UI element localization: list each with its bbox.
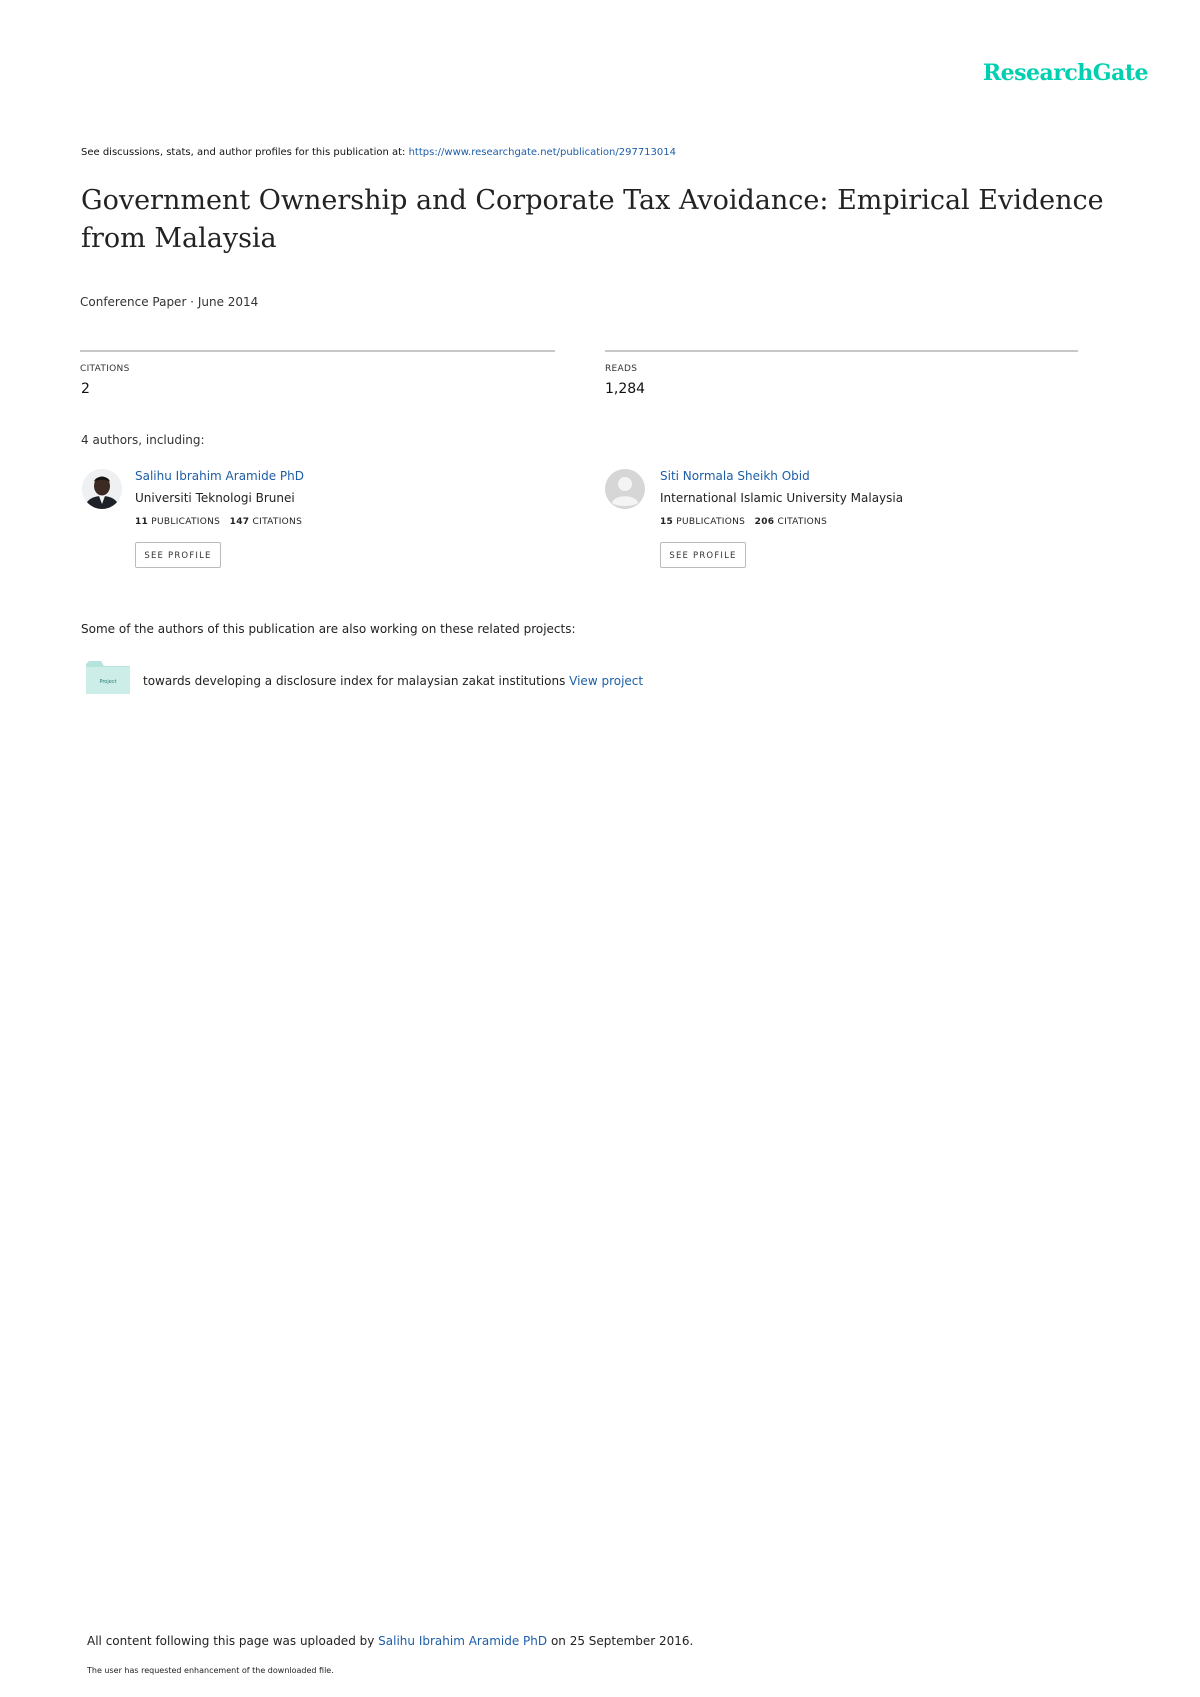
- project-folder-icon: [86, 660, 130, 694]
- author-institution: International Islamic University Malaysia: [660, 491, 904, 505]
- author-avatar[interactable]: [605, 469, 645, 509]
- author-publications-count: 11: [135, 517, 149, 527]
- publication-url-link[interactable]: https://www.researchgate.net/publication/297713014: [408, 147, 676, 158]
- citations-divider: [80, 350, 555, 352]
- author-publications-label: PUBLICATIONS: [676, 517, 746, 527]
- publication-title: Government Ownership and Corporate Tax Avoidance: Empirical Evidence from Malaysia: [81, 185, 1104, 254]
- reads-value: 1,284: [605, 381, 646, 397]
- author-citations-label: CITATIONS: [777, 517, 828, 527]
- author-publications-label: PUBLICATIONS: [151, 517, 221, 527]
- default-avatar-icon: [605, 469, 645, 509]
- authors-heading: 4 authors, including:: [81, 433, 205, 447]
- top-note: [81, 147, 676, 158]
- upload-suffix: on 25 September 2016.: [547, 1634, 694, 1648]
- upload-prefix: All content following this page was uploaded by: [87, 1634, 379, 1648]
- author-institution: Universiti Teknologi Brunei: [135, 491, 295, 505]
- author-publications-count: 15: [660, 517, 674, 527]
- projects-heading: Some of the authors of this publication are also working on these related projects:: [81, 622, 576, 636]
- author-name-link[interactable]: Siti Normala Sheikh Obid: [660, 469, 810, 483]
- researchgate-logo[interactable]: ResearchGate: [982, 60, 1148, 86]
- citations-value: 2: [81, 381, 90, 397]
- reads-label: READS: [605, 364, 638, 374]
- see-profile-button[interactable]: SEE PROFILE: [660, 542, 746, 568]
- citations-label: CITATIONS: [80, 364, 130, 374]
- project-icon-label: Project: [99, 679, 117, 685]
- author-citations-count: 147: [229, 517, 250, 527]
- author-photo-icon: [82, 469, 122, 509]
- view-project-link[interactable]: View project: [569, 674, 644, 688]
- upload-note: [87, 1634, 693, 1648]
- author-stats: [135, 517, 302, 527]
- project-item: [143, 674, 643, 688]
- project-title: towards developing a disclosure index for malaysian zakat institutions: [143, 674, 570, 688]
- reads-divider: [605, 350, 1078, 352]
- author-avatar[interactable]: [82, 469, 122, 509]
- uploader-link[interactable]: Salihu Ibrahim Aramide PhD: [378, 1634, 548, 1648]
- author-citations-count: 206: [754, 517, 775, 527]
- top-note-text: See discussions, stats, and author profiles for this publication at:: [81, 147, 409, 158]
- author-stats: [660, 517, 827, 527]
- author-name-link[interactable]: Salihu Ibrahim Aramide PhD: [135, 469, 304, 483]
- author-citations-label: CITATIONS: [252, 517, 303, 527]
- publication-type-date: Conference Paper · June 2014: [80, 295, 259, 309]
- enhancement-note: The user has requested enhancement of the downloaded file.: [87, 1666, 334, 1675]
- see-profile-button[interactable]: SEE PROFILE: [135, 542, 221, 568]
